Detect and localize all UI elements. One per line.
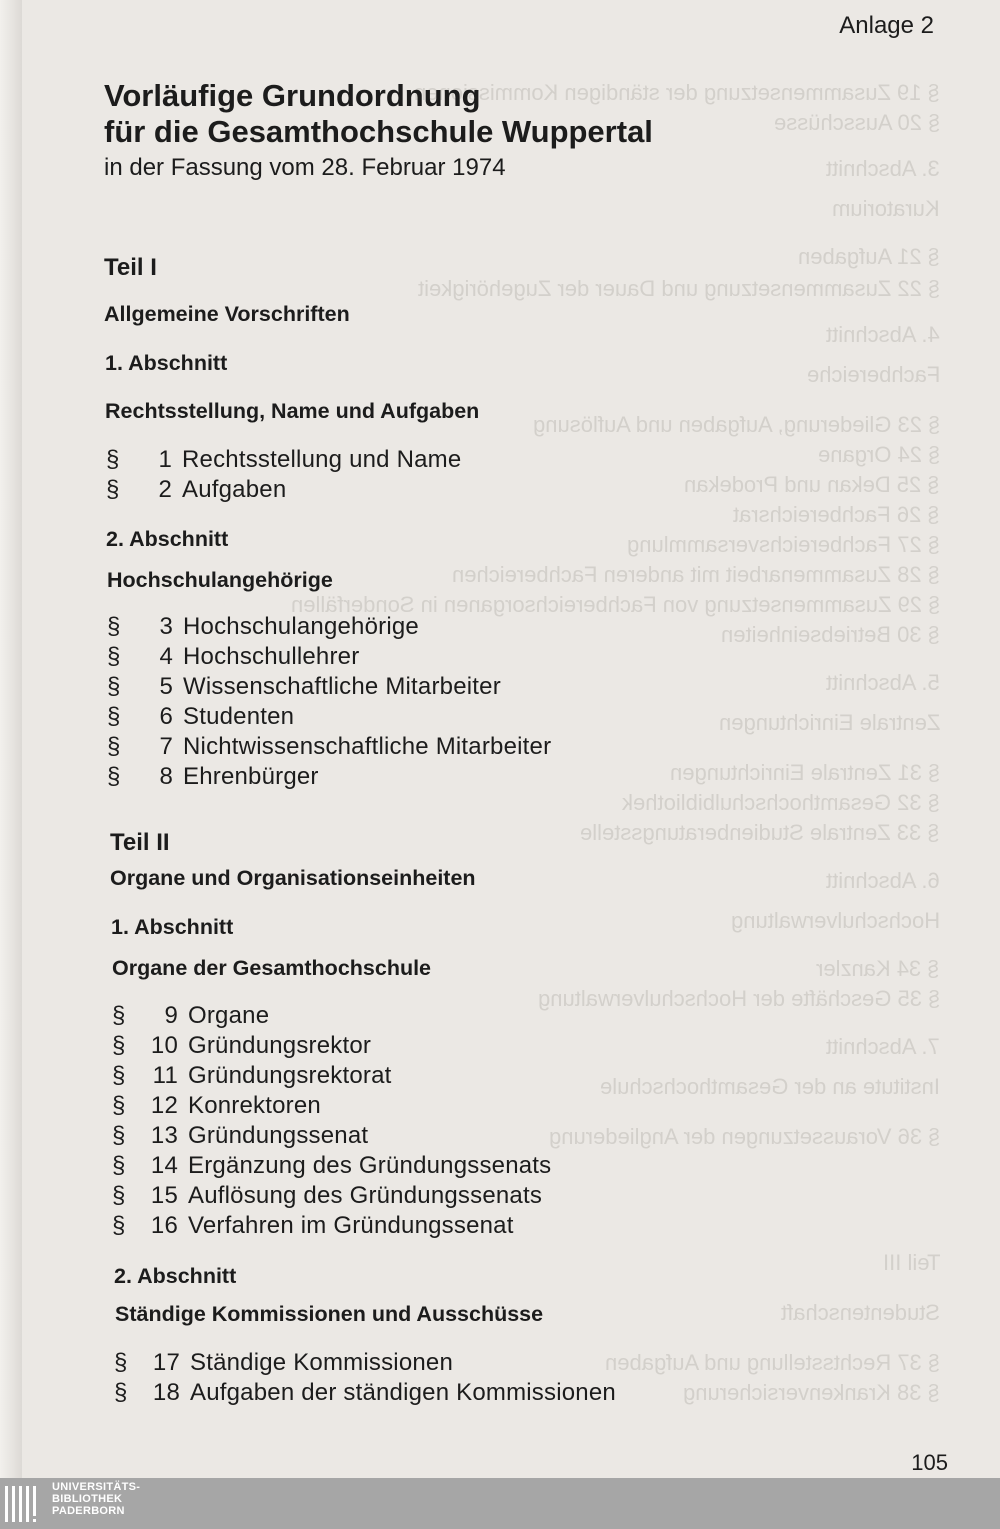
list-item	[107, 672, 551, 702]
section-symbol: §	[112, 1152, 126, 1179]
section-symbol: §	[112, 1002, 126, 1029]
document-subtitle: in der Fassung vom 28. Februar 1974	[104, 154, 506, 181]
list-item	[114, 1348, 616, 1378]
paragraph-number: 9	[164, 1002, 178, 1029]
list-item	[107, 732, 551, 762]
list-item	[107, 702, 551, 732]
part-1-subtitle: Allgemeine Vorschriften	[104, 302, 350, 326]
list-item	[107, 762, 551, 792]
library-name-line-1: UNIVERSITÄTS-	[52, 1481, 141, 1493]
paragraph-title: Hochschullehrer	[183, 643, 360, 670]
part-2-section-1-number: 1. Abschnitt	[111, 915, 234, 939]
appendix-label: Anlage 2	[839, 12, 934, 39]
paragraph-number: 13	[150, 1122, 178, 1149]
paragraph-list-part-1-section-2	[107, 612, 551, 792]
list-item	[112, 1091, 551, 1121]
paragraph-list-part-2-section-2	[114, 1348, 616, 1408]
paragraph-list-part-1-section-1	[106, 445, 461, 505]
paragraph-number: 2	[158, 476, 172, 503]
section-symbol: §	[106, 446, 120, 473]
paragraph-title: Wissenschaftliche Mitarbeiter	[183, 673, 501, 700]
paragraph-number: 14	[150, 1152, 178, 1179]
bleed-through-text: § 19 Zusammensetzung der ständigen Kommissionen § 20 Ausschüsse 3. Abschnitt Kuratorium § 21 Aufgaben § 22 Zusammensetzung und Dauer der Zugehörigkeit 4. Abschnitt Fachbereiche § 23 Gliederung, Aufgaben und Auflösung § 24 Organe § 25 Dekan und Prodekan § 26 Fachbereichsrat § 27 Fachbereichsversammlung § 28 Zusammenarbeit mit anderen Fachbereichen § 29 Zusammensetzung von Fachbereichsorganen in Sonderfällen § 30 Betriebseinheiten 5. Abschnitt Zentrale Einrichtungen § 31 Zentrale Einrichtungen § 32 Gesamthochschulbibliothek § 33 Zentrale Studienberatungsstelle 6. Abschnitt Hochschulverwaltung § 34 Kanzler § 35 Geschäfte der Hochschulverwaltung 7. Abschnitt Institute an der Gesamthochschule § 36 Voraussetzungen der Angliederung Teil III Studentenschaft § 37 Rechtsstellung und Aufgaben § 38 Krankenversicherung	[290, 80, 940, 1405]
paragraph-number: 8	[159, 763, 173, 790]
list-item	[112, 1211, 551, 1241]
part-1-section-1-number: 1. Abschnitt	[105, 351, 228, 375]
list-item	[112, 1151, 551, 1181]
paragraph-number: 1	[158, 446, 172, 473]
list-item	[112, 1001, 551, 1031]
section-symbol: §	[112, 1182, 126, 1209]
library-name-line-2: BIBLIOTHEK	[52, 1493, 123, 1505]
part-2-section-2-number: 2. Abschnitt	[114, 1264, 237, 1288]
paragraph-title: Gründungsrektor	[188, 1032, 372, 1059]
paragraph-number: 6	[159, 703, 173, 730]
page-number: 105	[911, 1450, 948, 1475]
paragraph-number: 7	[159, 733, 173, 760]
paragraph-title: Gründungssenat	[188, 1122, 369, 1149]
list-item	[112, 1031, 551, 1061]
paragraph-title: Ehrenbürger	[183, 763, 319, 790]
title-line-1: Vorläufige Grundordnung	[104, 78, 481, 113]
page-gutter	[0, 0, 22, 1478]
paragraph-title: Verfahren im Gründungssenat	[188, 1212, 514, 1239]
paragraph-number: 11	[152, 1062, 178, 1089]
section-symbol: §	[106, 476, 120, 503]
section-symbol: §	[112, 1032, 126, 1059]
paragraph-title: Gründungsrektorat	[188, 1062, 392, 1089]
list-item	[106, 475, 461, 505]
part-2-title: Teil II	[110, 829, 170, 856]
paragraph-number: 18	[152, 1379, 180, 1406]
list-item	[112, 1061, 551, 1091]
list-item	[107, 642, 551, 672]
part-2-section-1-title: Organe der Gesamthochschule	[112, 956, 432, 980]
section-symbol: §	[112, 1092, 126, 1119]
paragraph-title: Auflösung des Gründungssenats	[188, 1182, 543, 1209]
paragraph-number: 12	[150, 1092, 178, 1119]
paragraph-title: Aufgaben der ständigen Kommissionen	[190, 1379, 616, 1406]
part-1-section-2-number: 2. Abschnitt	[106, 527, 229, 551]
paragraph-title: Ergänzung des Gründungssenats	[188, 1152, 552, 1179]
paragraph-number: 5	[159, 673, 173, 700]
paragraph-number: 15	[150, 1182, 178, 1209]
paragraph-number: 16	[150, 1212, 178, 1239]
paragraph-title: Ständige Kommissionen	[190, 1349, 454, 1376]
section-symbol: §	[107, 733, 121, 760]
section-symbol: §	[107, 673, 121, 700]
list-item	[114, 1378, 616, 1408]
paragraph-title: Aufgaben	[182, 476, 287, 503]
library-logo-icon	[2, 1482, 44, 1526]
document-title	[104, 78, 653, 150]
section-symbol: §	[107, 643, 121, 670]
paragraph-number: 4	[159, 643, 173, 670]
section-symbol: §	[107, 763, 121, 790]
paragraph-title: Konrektoren	[188, 1092, 321, 1119]
paragraph-number: 17	[152, 1349, 180, 1376]
paragraph-title: Organe	[188, 1002, 270, 1029]
title-line-2: für die Gesamthochschule Wuppertal	[104, 114, 653, 149]
list-item	[107, 612, 551, 642]
section-symbol: §	[107, 703, 121, 730]
list-item	[106, 445, 461, 475]
paragraph-title: Rechtsstellung und Name	[182, 446, 462, 473]
library-name-line-3: PADERBORN	[52, 1505, 125, 1517]
list-item	[112, 1121, 551, 1151]
part-1-section-1-title: Rechtsstellung, Name und Aufgaben	[105, 399, 480, 423]
paragraph-title: Nichtwissenschaftliche Mitarbeiter	[183, 733, 552, 760]
section-symbol: §	[112, 1062, 126, 1089]
part-1-title: Teil I	[104, 254, 157, 281]
section-symbol: §	[112, 1122, 126, 1149]
paragraph-number: 10	[150, 1032, 178, 1059]
library-footer-bar	[0, 1478, 1000, 1529]
section-symbol: §	[112, 1212, 126, 1239]
section-symbol: §	[114, 1379, 128, 1406]
section-symbol: §	[114, 1349, 128, 1376]
part-2-subtitle: Organe und Organisationseinheiten	[110, 866, 476, 890]
paragraph-list-part-2-section-1	[112, 1001, 551, 1241]
paragraph-title: Studenten	[183, 703, 295, 730]
library-name	[52, 1481, 140, 1517]
section-symbol: §	[107, 613, 121, 640]
paragraph-title: Hochschulangehörige	[183, 613, 419, 640]
list-item	[112, 1181, 551, 1211]
part-2-section-2-title: Ständige Kommissionen und Ausschüsse	[115, 1302, 544, 1326]
part-1-section-2-title: Hochschulangehörige	[107, 568, 333, 592]
paragraph-number: 3	[159, 613, 173, 640]
